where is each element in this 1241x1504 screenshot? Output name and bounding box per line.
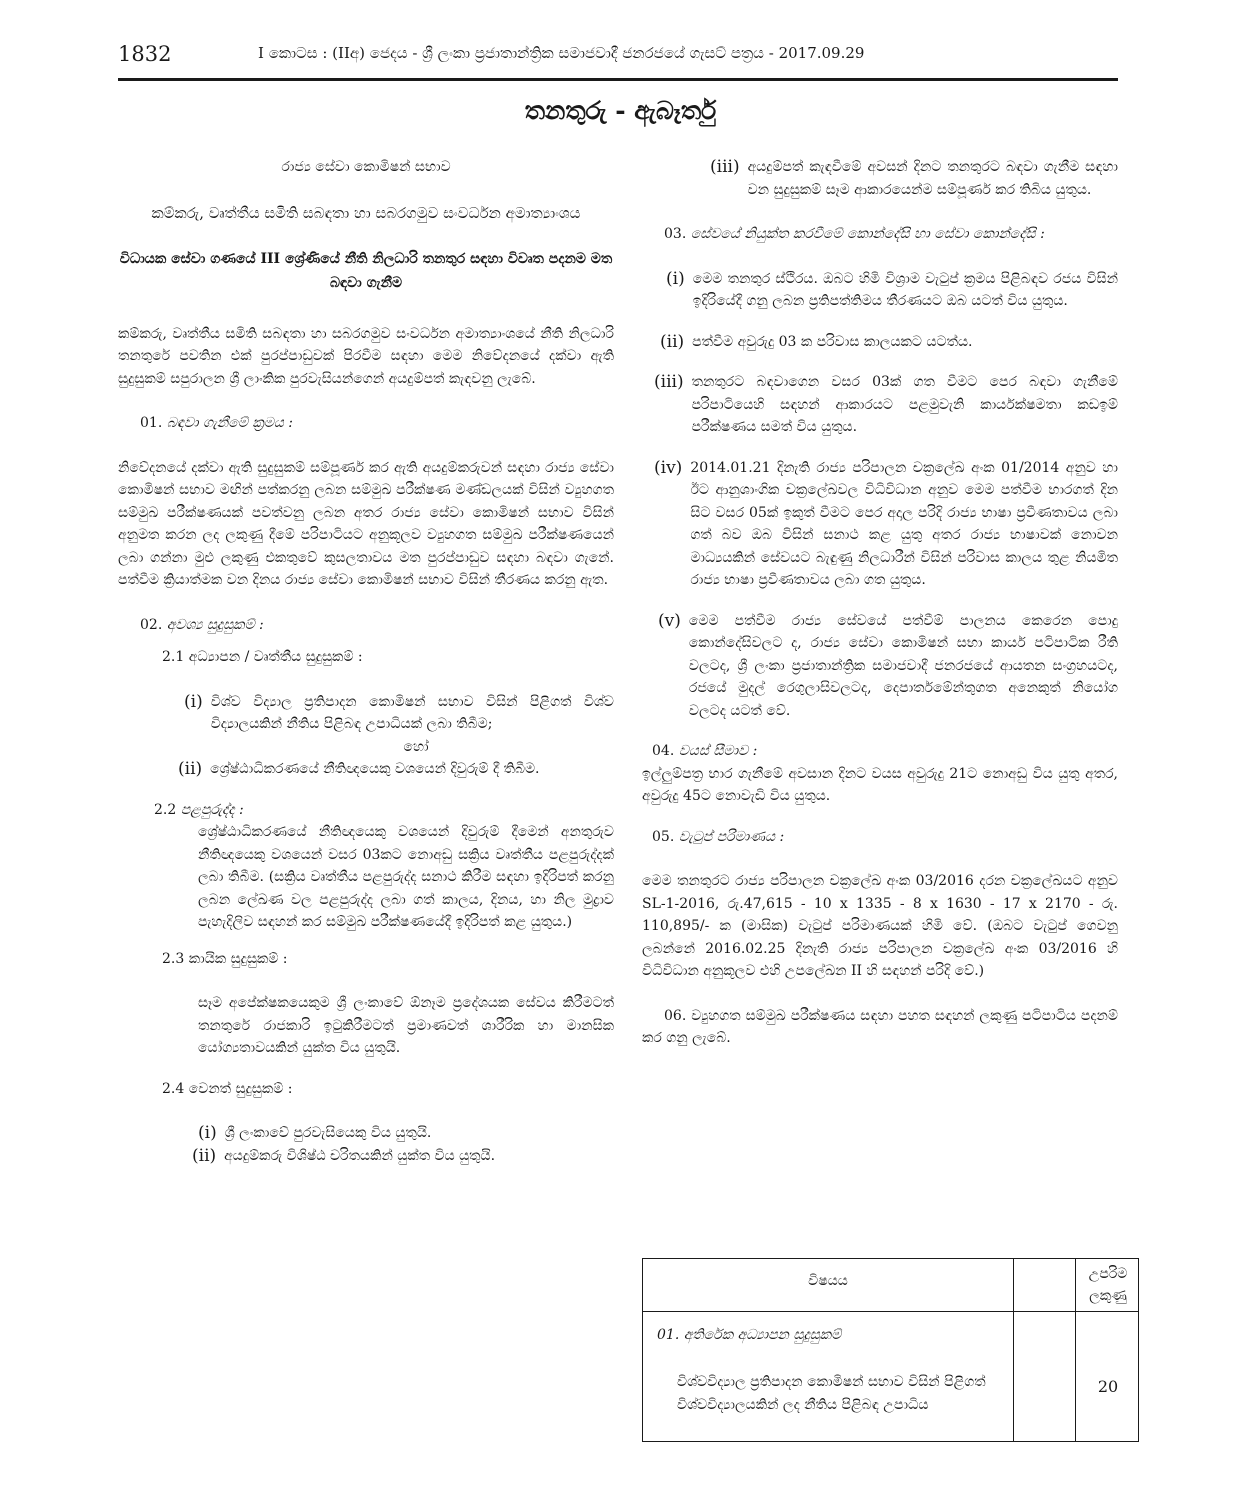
organization-name: රාජ්‍ය සේවා කොමිෂන් සභාව xyxy=(281,159,451,175)
condition-item xyxy=(642,610,1118,723)
section-03-heading xyxy=(642,223,1118,246)
subsection-2-3-text: සෑම අපේක්ෂකයෙකුම ශ්‍රී ලංකාවේ ඕනෑම ප්‍රදේශයක සේවය කිරීමටත් තනතුරේ රාජකාරි ඉටුකිරීමටත් ප්‍රමාණවත් ශාරීරික හා මානසික යෝග්‍යතාවයකින් යුක්ත විය යුතුයි. xyxy=(198,995,614,1056)
item-number: (iv) xyxy=(654,457,683,478)
section-number: 05. xyxy=(652,828,675,845)
subsection-2-4-heading: 2.4 වෙනත් සුදුසුකම් : xyxy=(162,1080,293,1097)
condition-item xyxy=(642,268,1118,313)
intro-paragraph: කම්කරු, වෘත්තීය සමිති සබඳතා හා සබරගමුව සංවර්ධන අමාත්‍යාංශයේ නීති නිලධාරි තනතුරේ පවතින එක් පුරප්පාඩුවක් පිරවීම සඳහා මෙම නිවේදනයේ දක්වා ඇති සුදුසුකම් සපුරාලන ශ්‍රී ලාංකික පුරවැසියන්ගෙන් අයදුම්පත් කැඳවනු ලැබේ. xyxy=(118,325,614,387)
table-row-label: 01. අතිරේක අධ්‍යාපන සුදුසුකම් xyxy=(657,1327,842,1343)
item-text: 2014.01.21 දිනැති රාජ්‍ය පරිපාලන චක්‍රලේඛ අංක 01/2014 අනුව හා ඊට ආනුශාංගික චක්‍රලේඛවල විධිවිධාන අනුව මෙම පත්වීම භාරගත් දින සිට වසර 05ක් ඉකුත් වීමට පෙර අදාල පරිදි රාජ්‍ය භාෂා ප්‍රවීණතාවය ලබා ගත් බව ඔබ විසින් සනාථ කළ යුතු අතර රාජ්‍ය භාෂාවක් නොවන මාධ්‍යයකින් සේවයට බැඳුණු නිලධාරීන් විසින් පරිවාස කාලය තුළ නියමිත රාජ්‍ය භාෂා ප්‍රවීණතාවය ලබා ගත යුතුය. xyxy=(690,459,1118,588)
section-05-text: මෙම තනතුරට රාජ්‍ය පරිපාලන චක්‍රලේඛ අංක 03/2016 දරන චක්‍රලේඛයට අනුව SL-1-2016, රු.47,615 - 10 x 1335 - 8 x 1630 - 17 x 2170 - රු. 110,895/- ක (මාසික) වැටුප් පරිමාණයක් හිමි වේ. (ඔබට වැටුප් ගෙවනු ලබන්නේ 2016.02.25 දිනැති රාජ්‍ය පරිපාලන චක්‍රලේඛ අංක 03/2016 හි විධිවිධාන අනුකූලව එහි උපලේඛන II හි සඳහන් පරිදි වේ.) xyxy=(642,873,1118,979)
section-01-text: නිවේදනයේ දක්වා ඇති සුදුසුකම් සම්පූර්ණ කර ඇති අයදුම්කරුවන් සඳහා රාජ්‍ය සේවා කොමිෂන් සභාව මඟින් පත්කරනු ලබන සම්මුඛ පරීක්ෂණ මණ්ඩලයක් විසින් ව්‍යුහගත සම්මුඛ පරීක්ෂණයක් පවත්වනු ලබන අතර රාජ්‍ය සේවා කොමිෂන් සභාව විසින් අනුමත කරන ලද ලකුණු දීමේ පරිපාටියට අනුකූලව ව්‍යුහගත සම්මුඛ පරීක්ෂණයෙන් ලබා ගන්නා මුළු ලකුණු එකතුවේ කුසලතාවය මත පුරප්පාඩුව සඳහා බඳවා ගැනේ. පත්වීම ක්‍රියාත්මක වන දිනය රාජ්‍ය සේවා කොමිෂන් සභාව විසින් තීරණය කරනු ඇත. xyxy=(118,459,614,588)
subsection-2-2-heading xyxy=(118,799,614,822)
other-qualification-item xyxy=(118,1122,614,1145)
table-header-subject: විෂයය xyxy=(808,1273,848,1289)
header-rule xyxy=(118,78,1118,81)
or-separator: හෝ xyxy=(403,738,429,755)
other-qualification-item xyxy=(118,1145,614,1168)
item-number: (iii) xyxy=(710,157,740,177)
item-number: (ii) xyxy=(178,759,203,779)
item-text: මෙම තනතුර ස්ථිරය. ඔබට හිමි විශ්‍රාම වැටුප් ක්‍රමය පිළිබඳව රජය විසින් ඉදිරියේදී ගනු ලබන ප්‍රතිපත්තිමය තීරණයට ඔබ යටත් විය යුතුය. xyxy=(692,270,1118,309)
table-header-max-marks: උපරිම ලකුණු xyxy=(1088,1266,1128,1304)
running-header xyxy=(118,42,1118,72)
item-number: (i) xyxy=(198,1123,217,1143)
section-number: 01. xyxy=(140,415,163,431)
section-number: 02. xyxy=(140,616,163,633)
right-column xyxy=(642,156,1118,1050)
subsection-title: පළපුරුද්ද : xyxy=(180,801,244,818)
condition-item xyxy=(642,457,1118,592)
section-04-text: ඉල්ලුම්පත්‍ර භාර ගැනීමේ අවසාන දිනට වයස අවුරුදු 21ට නොඅඩු විය යුතු අතර, අවුරුදු 45ට නොවැඩි විය යුතුය. xyxy=(642,765,1118,804)
section-02-heading xyxy=(118,614,614,637)
item-number: (ii) xyxy=(192,1145,217,1166)
subsection-2-1-heading: 2.1 අධ්‍යාපන / වෘත්තීය සුදුසුකම් : xyxy=(162,649,363,665)
item-text: ශ්‍රේෂ්ඨාධිකරණයේ නීතිඥයෙකු වශයෙන් දිවුරුම් දී තිබීම. xyxy=(210,761,540,777)
table-row-description: විශ්වවිද්‍යාල ප්‍රතිපාදන කොමිෂන් සභාව විසින් පිළිගත් විශ්වවිද්‍යාලයකින් ලද නීතිය පිළිබඳ උපාධිය xyxy=(677,1374,986,1413)
qualification-item xyxy=(118,691,614,736)
table-column-divider xyxy=(1075,1259,1076,1441)
item-number: (i) xyxy=(666,268,685,289)
subsection-2-2-text: ශ්‍රේෂ්ඨාධිකරණයේ නීතිඥයෙකු වශයෙන් දිවුරුම් දීමෙන් අනතුරුව නීතිඥයෙකු වශයෙන් වසර 03කට නොඅඩු සක්‍රිය වෘත්තීය පළපුරුද්දක් ලබා තිබීම. (සක්‍රිය වෘත්තීය පළපුරුද්ද සනාථ කිරීම සඳහා ඉදිරිපත් කරනු ලබන ලේඛණ වල පළපුරුද්ද ලබා ගත් කාලය, දිනය, හා නිල මුද්‍රාව පැහැදිලිව සඳහන් කර සම්මුඛ පරීක්ෂණයේදී ඉදිරිපත් කළ යුතුය.) xyxy=(198,824,614,930)
table-column-divider xyxy=(1013,1259,1014,1441)
page-title: තනතුරු - ඇබෑර්තු xyxy=(524,96,717,125)
left-column xyxy=(118,156,614,1167)
item-text: අයදුම්කරු විශිෂ්ඨ චරිතයකින් යුක්ත විය යුතුයි. xyxy=(224,1147,496,1164)
item-number: (ii) xyxy=(660,331,685,352)
ministry-name: කම්කරු, වෘත්තීය සමිති සබඳතා හා සබරගමුව සංවර්ධන අමාත්‍යාංශය xyxy=(151,203,581,222)
section-title: බඳවා ගැනීමේ ක්‍රමය : xyxy=(166,415,293,431)
subsection-2-3-heading: 2.3 කායික සුදුසුකම් : xyxy=(162,950,288,967)
item-number: (v) xyxy=(658,610,681,631)
item-text: තනතුරට බඳවාගෙන වසර 03ක් ගත වීමට පෙර බඳවා ගැනීමේ පරිපාටියෙහි සඳහන් ආකාරයට පළමුවැනි කාර්යක්ෂමතා කඩඉම් පරීක්ෂණය සමත් විය යුතුය. xyxy=(691,374,1118,435)
condition-item xyxy=(642,371,1118,439)
gazette-header-line: I කොටස : (IIඅ) ජෙදය - ශ්‍රී ලංකා ප්‍රජාතාන්ත්‍රික සමාජවාදී ජනරජයේ ගැසට් පත්‍රය - 2017.09.29 xyxy=(258,44,865,62)
subsection-number: 2.2 xyxy=(154,801,177,818)
page-number: 1832 xyxy=(118,42,172,66)
table-header-divider xyxy=(643,1311,1138,1312)
section-title: අවශ්‍ය සුදුසුකම් : xyxy=(166,616,264,633)
item-text: විශ්ව විද්‍යාල ප්‍රතිපාදන කොමිෂන් සභාව විසින් පිළිගත් විශ්ව විද්‍යාලයකින් නීතිය පිළිබඳ උපාධියක් ලබා තිබීම; xyxy=(210,693,614,732)
section-01-heading xyxy=(118,412,614,435)
section-number: 03. xyxy=(664,226,687,242)
notice-title: විධායක සේවා ගණයේ III ශ්‍රේණියේ නීති නිලධාරි තනතුර සඳහා විවෘත පදනම මත බඳවා ගැනීම xyxy=(119,250,613,291)
item-text: මෙම පත්වීම රාජ්‍ය සේවයේ පත්වීම් පාලනය කෙරෙන පොදු කොන්දේසිවලට ද, රාජ්‍ය සේවා කොමිෂන් සභා කාර්ය පටිපාටික රීති වලටද, ශ්‍රී ලංකා ප්‍රජාතාන්ත්‍රික සමාජවාදී ජනරජයේ ආයතන සංග්‍රහයටද, රජයේ මුදල් රෙගුලාසිවලටද, දෙපාර්තමේන්තුගත අනෙකුත් නියෝග වලටද යටත් වේ. xyxy=(688,612,1118,719)
item-text: ශ්‍රී ලංකාවේ පුරවැසියෙකු විය යුතුයි. xyxy=(224,1125,432,1141)
section-04-heading xyxy=(642,740,1118,763)
section-title: වයස් සීමාව : xyxy=(678,743,758,759)
section-05-heading xyxy=(642,826,1118,849)
section-title: සේවයේ නියුක්ත කරවීමේ කොන්දේසි හා සේවා කොන්දේසි : xyxy=(690,226,1045,242)
item-number: (i) xyxy=(184,691,203,712)
section-number: 04. xyxy=(652,743,675,759)
table-row-marks: 20 xyxy=(1097,1377,1119,1396)
item-number: (iii) xyxy=(654,372,684,392)
item-text: අයදුම්පත් කැඳවීමේ අවසන් දිනට තනතුරට බඳවා ගැනීම සඳහා වන සුදුසුකම් සෑම ආකාරයෙන්ම සම්පූර්ණ කර තිබිය යුතුය. xyxy=(747,159,1118,198)
condition-item xyxy=(642,331,1118,354)
item-text: පත්වීම අවුරුදු 03 ක පරිවාස කාලයකට යටත්ය. xyxy=(692,333,973,350)
marks-table xyxy=(642,1258,1139,1442)
qualification-item xyxy=(118,758,614,781)
section-06-text: 06. ව්‍යුහගත සම්මුඛ පරීක්ෂණය සඳහා පහත සඳහන් ලකුණු පටිපාටිය පදනම් කර ගනු ලැබේ. xyxy=(642,1007,1118,1046)
section-title: වැටුප් පරිමාණය : xyxy=(678,828,785,845)
qualification-item xyxy=(642,156,1118,201)
